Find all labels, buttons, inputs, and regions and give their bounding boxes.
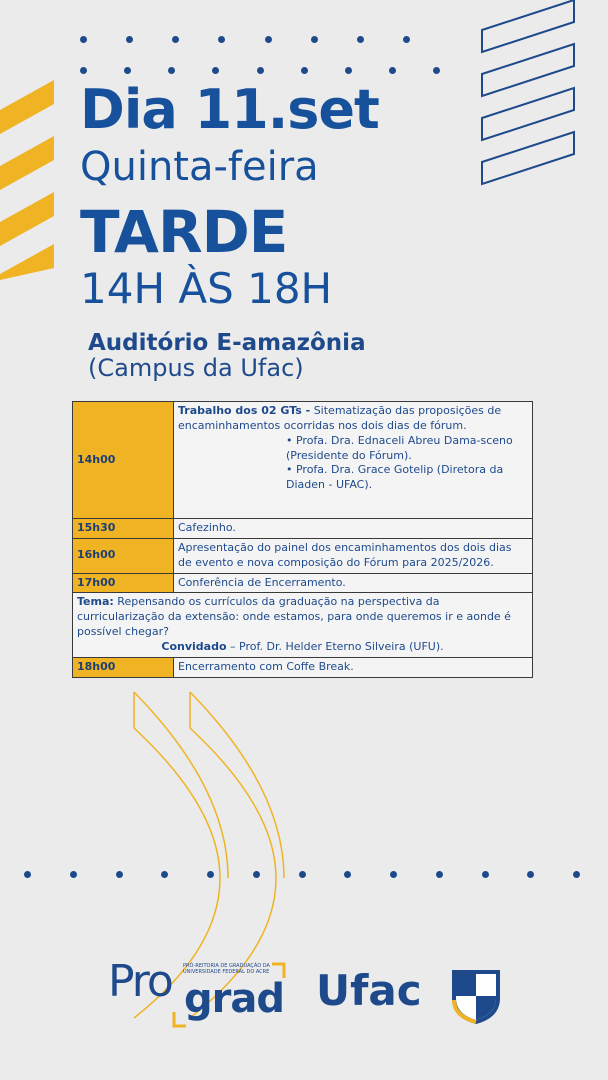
activity-cell: Conferência de Encerramento.: [174, 573, 533, 593]
venue-subtitle: (Campus da Ufac): [88, 354, 304, 382]
dotted-line-bottom: [24, 871, 580, 878]
venue-title: Auditório E-amazônia: [88, 330, 366, 356]
period-heading: TARDE: [80, 198, 288, 266]
activity-cell: Encerramento com Coffe Break.: [174, 657, 533, 677]
schedule-table: [72, 401, 533, 678]
table-row: [73, 519, 533, 539]
dotted-line-top-1: [80, 36, 410, 43]
guest-text: – Prof. Dr. Helder Eterno Silveira (UFU).: [230, 639, 444, 653]
prograd-bracket-icon: [168, 960, 290, 1030]
time-cell: 15h30: [73, 519, 174, 539]
time-cell: 18h00: [73, 657, 174, 677]
prograd-logo-grad: grad: [184, 976, 284, 1022]
theme-label: Tema:: [77, 595, 114, 609]
ufac-shield-icon: [452, 970, 500, 1024]
time-cell: 14h00: [73, 402, 174, 519]
time-cell: 17h00: [73, 573, 174, 593]
ufac-logo-text: Ufac: [316, 966, 422, 1015]
day-heading: Dia 11.set: [80, 78, 379, 141]
time-cell: 16h00: [73, 538, 174, 573]
prograd-logo-subtitle: PRÓ-REITORIA DE GRADUAÇÃO DA UNIVERSIDADE FEDERAL DO ACRE: [183, 963, 270, 975]
activity-cell: [174, 402, 533, 519]
activity-cell: Apresentação do painel dos encaminhamentos dos dois dias de evento e nova composição do Fórum para 2025/2026.: [174, 538, 533, 573]
table-row: [73, 657, 533, 677]
speaker-item: • Profa. Dra. Grace Gotelip (Diretora da Diaden - UFAC).: [286, 463, 504, 492]
table-row: [73, 402, 533, 519]
theme-text: Repensando os currículos da graduação na perspectiva da curricularização da extensão: onde estamos, para onde queremos ir e aonde é possível chegar?: [77, 595, 511, 639]
hours-heading: 14H ÀS 18H: [80, 264, 333, 313]
guest-label: Convidado: [161, 639, 227, 653]
activity-title: Trabalho dos 02 GTs -: [178, 404, 311, 417]
conference-theme-cell: [73, 593, 533, 657]
activity-text: Sitematização das proposições de encaminhamentos ocorridas nos dois dias de fórum.: [178, 404, 502, 432]
activity-cell: Cafezinho.: [174, 519, 533, 539]
table-row: [73, 593, 533, 657]
table-row: [73, 573, 533, 593]
speaker-item: • Profa. Dra. Ednaceli Abreu Dama-sceno (Presidente do Fórum).: [286, 433, 513, 462]
dotted-line-top-2: [80, 67, 440, 74]
prograd-logo-pro: Pro: [108, 956, 172, 1007]
blue-stripes-decoration: [478, 0, 578, 190]
weekday-heading: Quinta-feira: [80, 144, 319, 190]
table-row: [73, 538, 533, 573]
yellow-stripes-decoration: [0, 70, 60, 280]
